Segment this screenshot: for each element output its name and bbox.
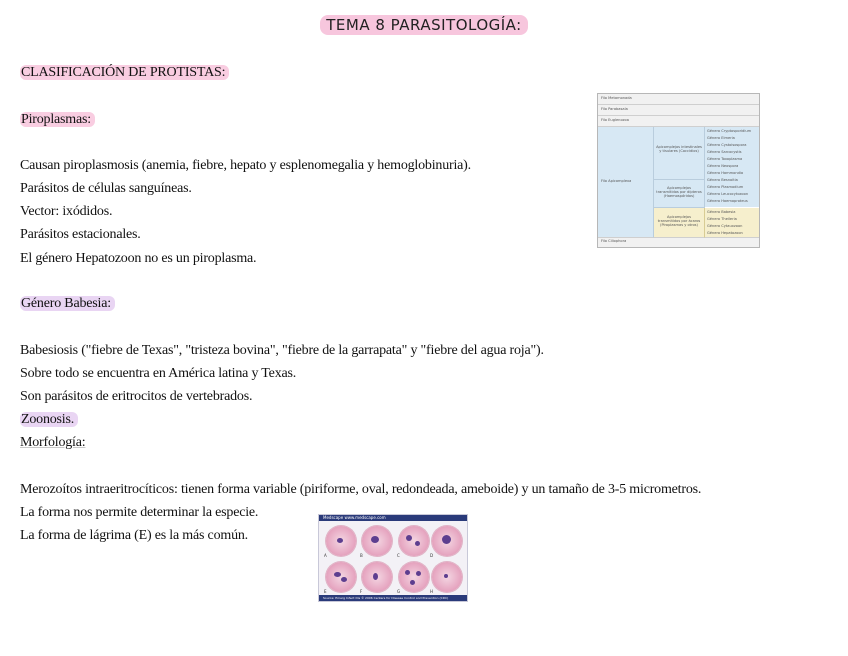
table-cell: Género Plasmodium — [707, 185, 744, 189]
micro-header-bar — [319, 515, 467, 521]
text-line: Parásitos de células sanguíneas. — [20, 181, 192, 196]
panel-label: F — [360, 589, 363, 594]
erythrocyte — [362, 526, 392, 556]
table-cell: Género Sarcocystis — [707, 150, 742, 154]
micro-footer-bar — [319, 595, 467, 601]
parasite — [334, 572, 341, 577]
piroplasmas-heading: Piroplasmas: — [20, 112, 95, 127]
table-cell: Género Theileria — [707, 217, 737, 221]
erythrocyte — [399, 526, 429, 556]
text-line: Parásitos estacionales. — [20, 227, 141, 242]
classification-heading: CLASIFICACIÓN DE PROTISTAS: — [20, 65, 229, 80]
table-cell: Apicomplejos transmitidos por ácaros (Piroplasmas y otros) — [657, 215, 701, 227]
parasite — [405, 570, 410, 575]
erythrocyte — [399, 562, 429, 592]
text-line: El género Hepatozoon no es un piroplasma. — [20, 251, 257, 266]
micro-footer: Source: Emerg Infect Dis © 2006 Centers for Disease Control and Prevention (CDC) — [323, 596, 449, 600]
erythrocyte — [326, 526, 356, 556]
table-cell: Género Besnoitia — [707, 178, 738, 182]
page-title-wrap — [0, 16, 848, 35]
erythrocyte — [326, 562, 356, 592]
table-cell: Filo Apicomplexa — [601, 179, 632, 183]
table-row — [598, 94, 759, 105]
panel-label: G — [397, 589, 401, 594]
text-line: La forma nos permite determinar la especie. — [20, 505, 259, 520]
table-cell: Filo Metamonada — [601, 96, 632, 100]
panel-label: A — [324, 553, 327, 558]
section-heading-piroplasmas — [20, 111, 95, 129]
micro-header: Medscape www.medscape.com — [323, 515, 386, 520]
parasite — [442, 535, 451, 544]
parasite — [444, 574, 448, 578]
table-cell: Filo Ciliophora — [601, 239, 627, 243]
erythrocyte — [432, 526, 462, 556]
erythrocyte — [362, 562, 392, 592]
group-cell — [654, 180, 705, 208]
panel-label: H — [430, 589, 434, 594]
genera-list — [707, 209, 743, 237]
classification-table-image — [597, 93, 760, 248]
erythrocyte — [432, 562, 462, 592]
table-cell: Género Babesia — [707, 210, 736, 214]
table-cell: Género Leucocytozoon — [707, 192, 749, 196]
zoonosis-text: Zoonosis. — [20, 412, 78, 427]
table-cell: Género Hepatozoon — [707, 231, 743, 235]
parasite — [337, 538, 343, 543]
table-cell: Filo Euglenozoa — [601, 118, 629, 122]
genera-cell — [705, 127, 759, 207]
table-cell: Filo Parabasala — [601, 107, 628, 111]
panel-label: D — [430, 553, 434, 558]
text-line: La forma de lágrima (E) es la más común. — [20, 528, 248, 543]
text-line: Sobre todo se encuentra en América latina y Texas. — [20, 366, 297, 381]
panel-label: C — [397, 553, 400, 558]
parasite — [406, 535, 412, 541]
text-line: Babesiosis ("fiebre de Texas", "tristeza bovina", "fiebre de la garrapata" y "fiebre del agua roja"). — [20, 343, 544, 358]
parasite — [373, 573, 378, 580]
morfologia-line — [20, 434, 85, 452]
panel-label: E — [324, 589, 327, 594]
morfologia-heading: Morfología: — [20, 435, 86, 450]
babesia-heading: Género Babesia: — [20, 296, 115, 311]
parasite — [341, 577, 347, 582]
table-row — [598, 238, 759, 247]
table-cell: Género Hammondia — [707, 171, 744, 175]
section-heading-babesia — [20, 295, 115, 313]
text-line: Vector: ixódidos. — [20, 204, 113, 219]
table-cell: Género Cytauxzoon — [707, 224, 743, 228]
table-cell: Apicomplejos transmitidos por dípteros (Haemospóridos) — [656, 186, 702, 198]
table-row — [598, 105, 759, 116]
zoonosis-line — [20, 411, 78, 429]
parasite — [415, 541, 420, 546]
genera-cell-piroplasm — [705, 208, 759, 238]
table-cell: Género Neospora — [707, 164, 739, 168]
section-heading-classification — [20, 64, 229, 82]
table-cell: Apicomplejos intestinales y tisulares (Coccidios) — [656, 145, 702, 153]
group-cell — [654, 127, 705, 180]
table-cell: Género Cystoisospora — [707, 143, 747, 147]
table-cell: Género Haemoproteus — [707, 199, 748, 203]
apicomplexa-cell — [598, 127, 654, 238]
table-cell: Género Toxoplasma — [707, 157, 743, 161]
page-title: TEMA 8 PARASITOLOGÍA: — [320, 15, 528, 35]
table-row — [598, 116, 759, 127]
parasite — [416, 571, 421, 576]
parasite — [410, 580, 415, 585]
table-cell: Género Eimeria — [707, 136, 735, 140]
text-line: Causan piroplasmosis (anemia, fiebre, hepato y esplenomegalia y hemoglobinuria). — [20, 158, 471, 173]
group-cell — [654, 208, 705, 238]
genera-list — [707, 128, 751, 205]
parasite — [371, 536, 379, 543]
text-line: Merozoítos intraeritrocíticos: tienen forma variable (piriforme, oval, redondeada, ameboide) y un tamaño de 3-5 micrometros. — [20, 482, 702, 497]
text-line: Son parásitos de eritrocitos de vertebrados. — [20, 389, 253, 404]
microscopy-image — [318, 514, 468, 602]
table-cell: Género Cryptosporidium — [707, 129, 752, 133]
panel-label: B — [360, 553, 363, 558]
